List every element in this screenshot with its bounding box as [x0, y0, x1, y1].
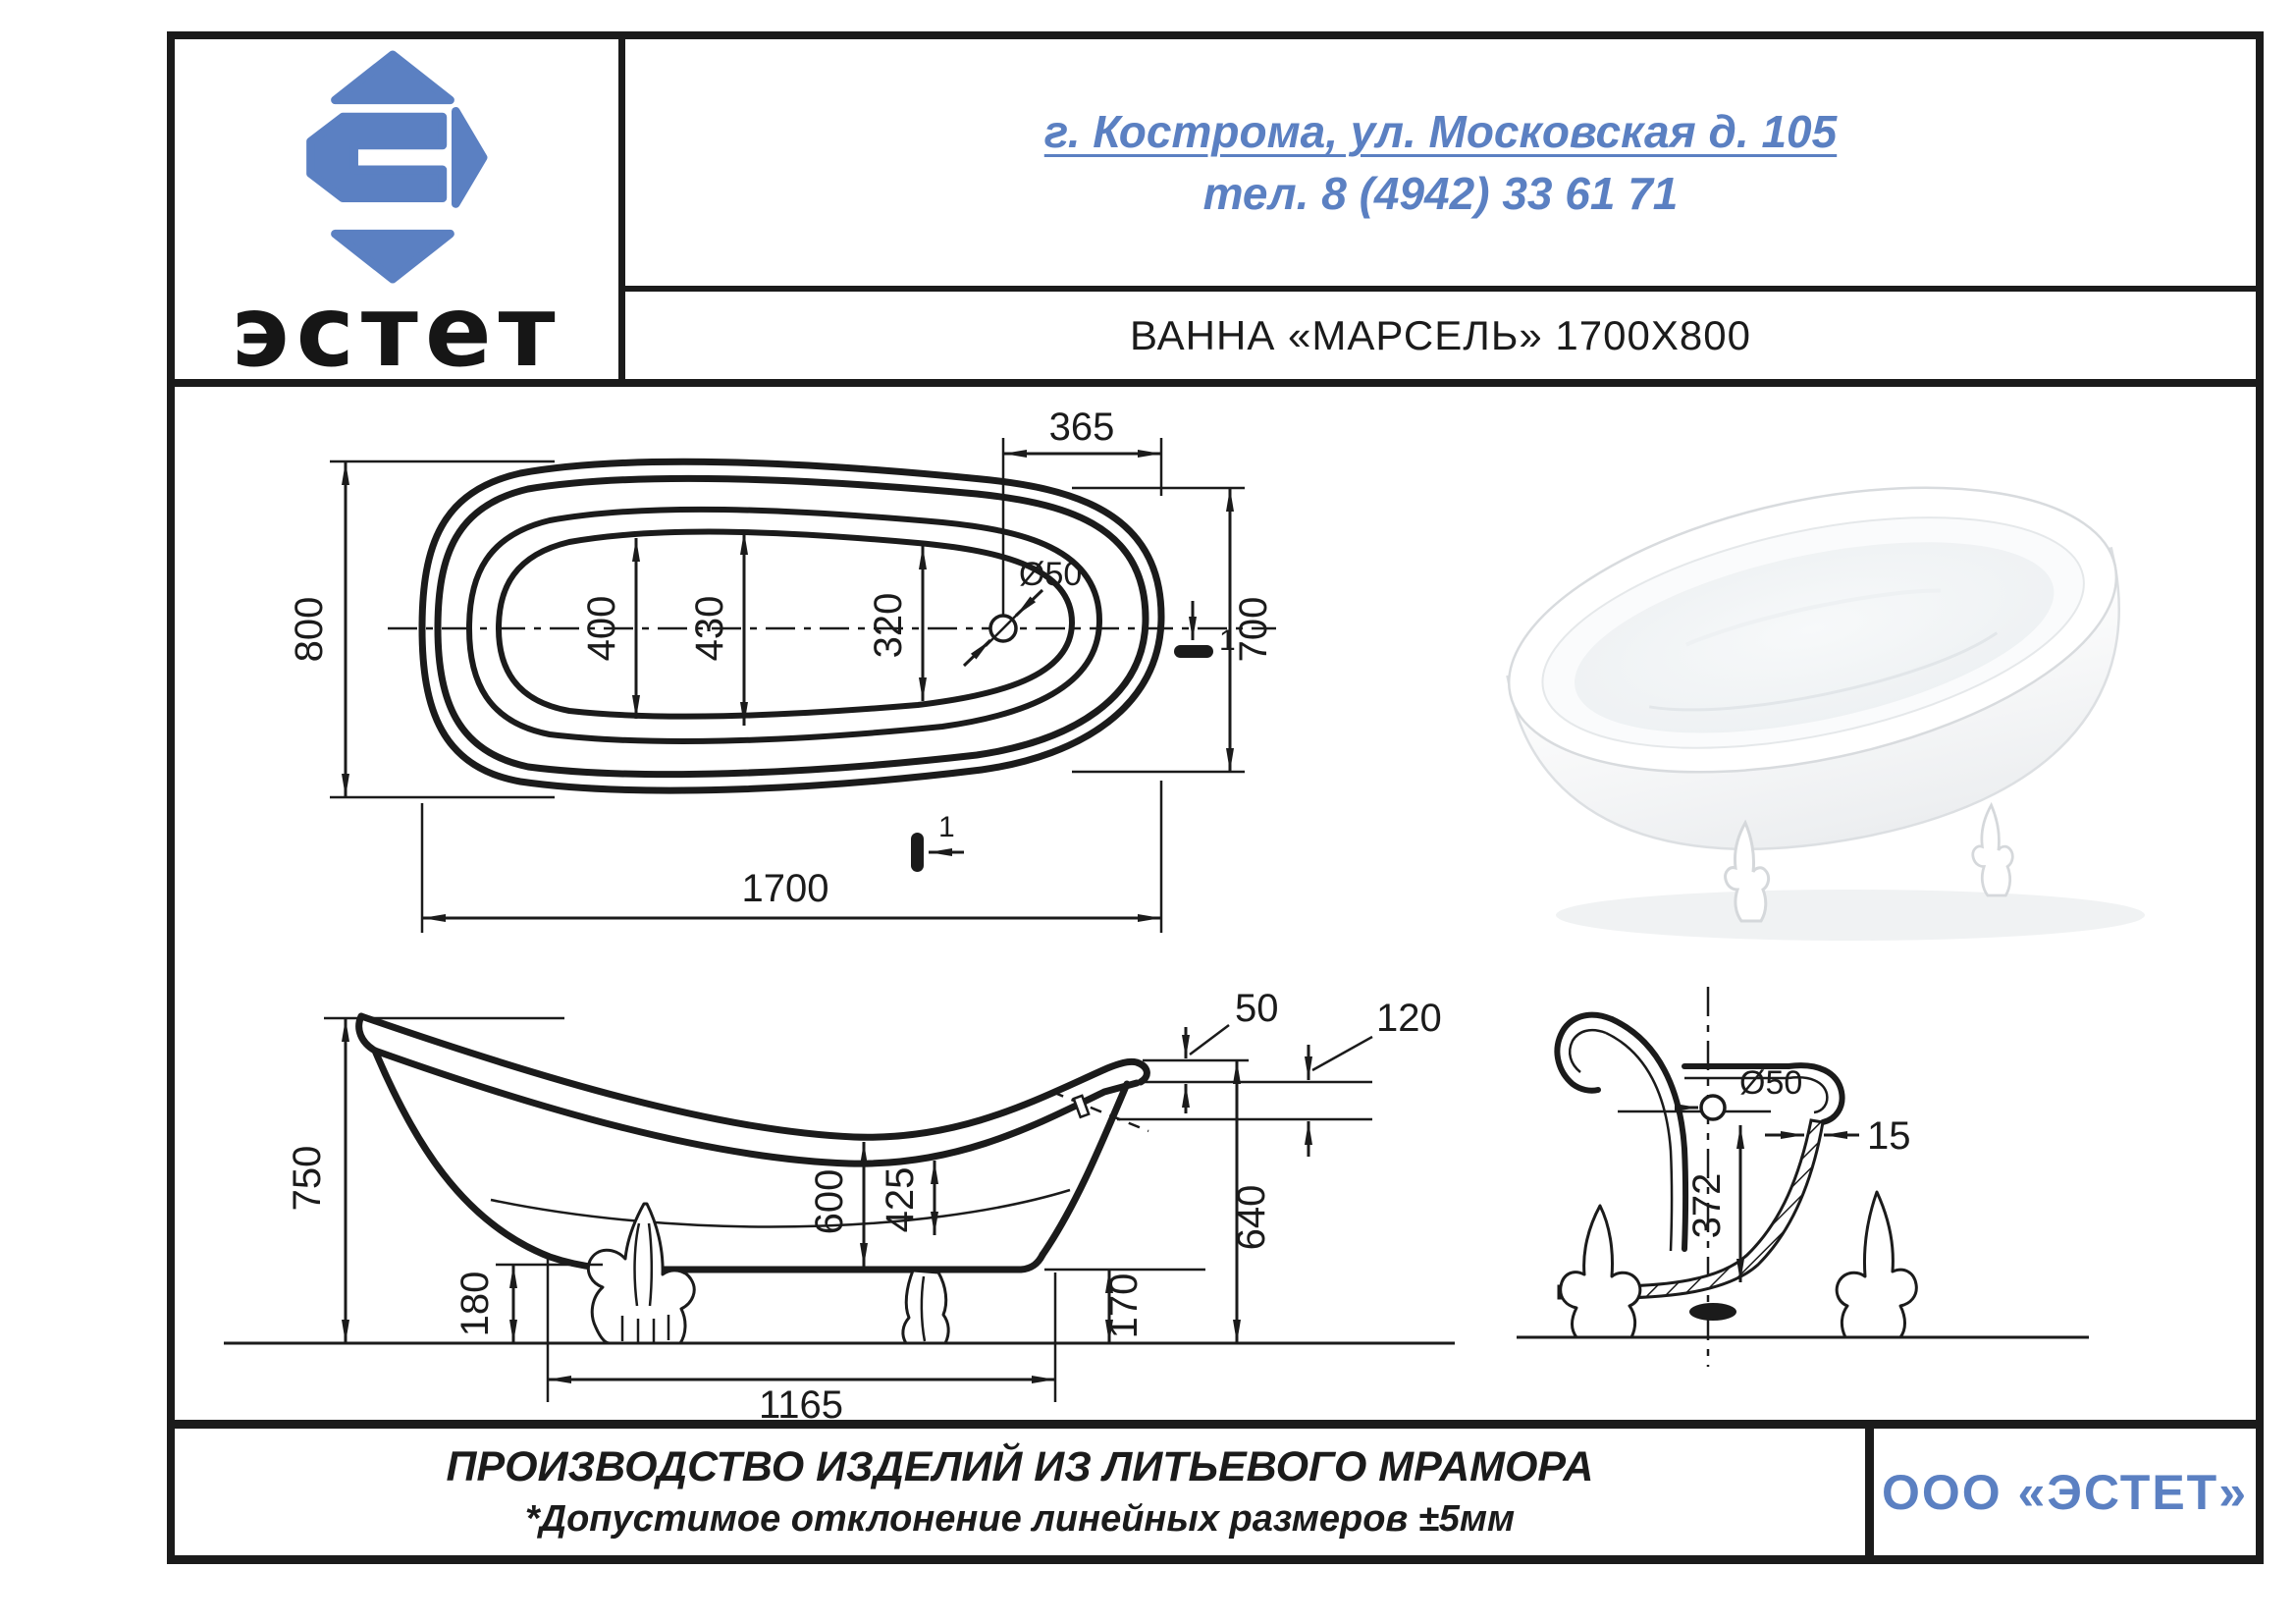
dim-length-overall: 1700 [741, 867, 829, 910]
product-photo [1404, 393, 2296, 943]
section-mark-right-label: 1 [1219, 624, 1236, 657]
dim-height-overall: 750 [286, 1145, 329, 1212]
side-rim-top-edge [361, 1016, 1147, 1137]
address-line-2: тел. 8 (4942) 33 61 71 [1202, 167, 1679, 219]
border-top [167, 31, 2264, 39]
section-view-drawing [1502, 938, 2140, 1404]
dim-width-overall: 800 [288, 596, 331, 663]
side-view-drawing [221, 982, 1460, 1426]
section-back-wall-outer [1612, 1019, 1685, 1249]
section-left-foot [1561, 1206, 1640, 1337]
dim-inner-width-head: 400 [580, 595, 623, 662]
address-cell [625, 39, 2256, 286]
dim-rim-flat-width: 120 [1376, 997, 1442, 1040]
dim-water-depth: 425 [879, 1166, 922, 1233]
divider-logo-cell [618, 31, 625, 387]
dim-clearance-head: 180 [454, 1271, 497, 1337]
dim-wall-thickness: 15 [1867, 1114, 1911, 1158]
title-cell [625, 292, 2256, 379]
section-back-rim-hook [1557, 1015, 1612, 1091]
section-mark-bottom-bar [911, 833, 924, 872]
section-drain-fitting [1689, 1303, 1736, 1321]
logo-c-shape [310, 117, 442, 198]
top-view-drawing [275, 403, 1374, 972]
photo-claw-foot-right [1973, 805, 2012, 895]
product-title: ВАННА «МАРСЕЛЬ» 1700Х800 [1130, 311, 1751, 358]
footer-production-cell [175, 1429, 1865, 1555]
brand-wordmark: эстет [231, 273, 562, 389]
logo-right-wedge [455, 111, 483, 203]
border-bottom [167, 1555, 2264, 1564]
logo-top-triangle [335, 55, 450, 100]
section-mark-bottom-label: 1 [938, 811, 955, 843]
dim-inner-width-middle: 430 [688, 595, 731, 662]
dim-clearance-foot: 170 [1102, 1272, 1146, 1339]
footer-company-cell [1874, 1429, 2256, 1555]
dim-drain-diameter: Ø50 [1019, 556, 1083, 593]
side-waterline [491, 1190, 1070, 1226]
dim-drain-height: 372 [1685, 1172, 1729, 1239]
dim-width-foot-end: 700 [1232, 596, 1275, 663]
logo-bottom-triangle [335, 234, 450, 279]
dim-drain-to-edge: 365 [1048, 406, 1115, 449]
dim-inner-width-foot: 320 [867, 592, 910, 659]
photo-shadow [1556, 890, 2145, 941]
dim-rim-thickness: 50 [1235, 987, 1279, 1030]
footer-production-line: ПРОИЗВОДСТВО ИЗДЕЛИЙ ИЗ ЛИТЬЕВОГО МРАМОРА [446, 1442, 1594, 1490]
address-line-1: г. Кострома, ул. Московская д. 105 [1043, 106, 1838, 158]
dim-foot-end-height: 640 [1230, 1184, 1273, 1251]
estet-diamond-logo-icon [285, 49, 501, 285]
section-mark-right-bar [1174, 645, 1213, 658]
footer-tolerance-note: *Допустимое отклонение линейных размеров ±5мм [524, 1497, 1516, 1540]
side-bottom [643, 1255, 1042, 1270]
dim-feet-spacing: 1165 [758, 1383, 844, 1427]
dim-inner-depth: 600 [808, 1168, 851, 1235]
company-name: ООО «ЭСТЕТ» [1881, 1464, 2249, 1520]
logo-cell [175, 273, 618, 389]
border-left [167, 31, 175, 1564]
side-left-wall [375, 1051, 643, 1270]
section-right-foot [1837, 1192, 1916, 1337]
section-back-rim-hook-inner [1570, 1030, 1606, 1072]
section-drain-circle [1701, 1096, 1725, 1119]
side-rear-claw-foot [903, 1271, 948, 1343]
divider-footer-company [1865, 1420, 1874, 1564]
section-dim-drain-diameter: Ø50 [1739, 1064, 1803, 1102]
